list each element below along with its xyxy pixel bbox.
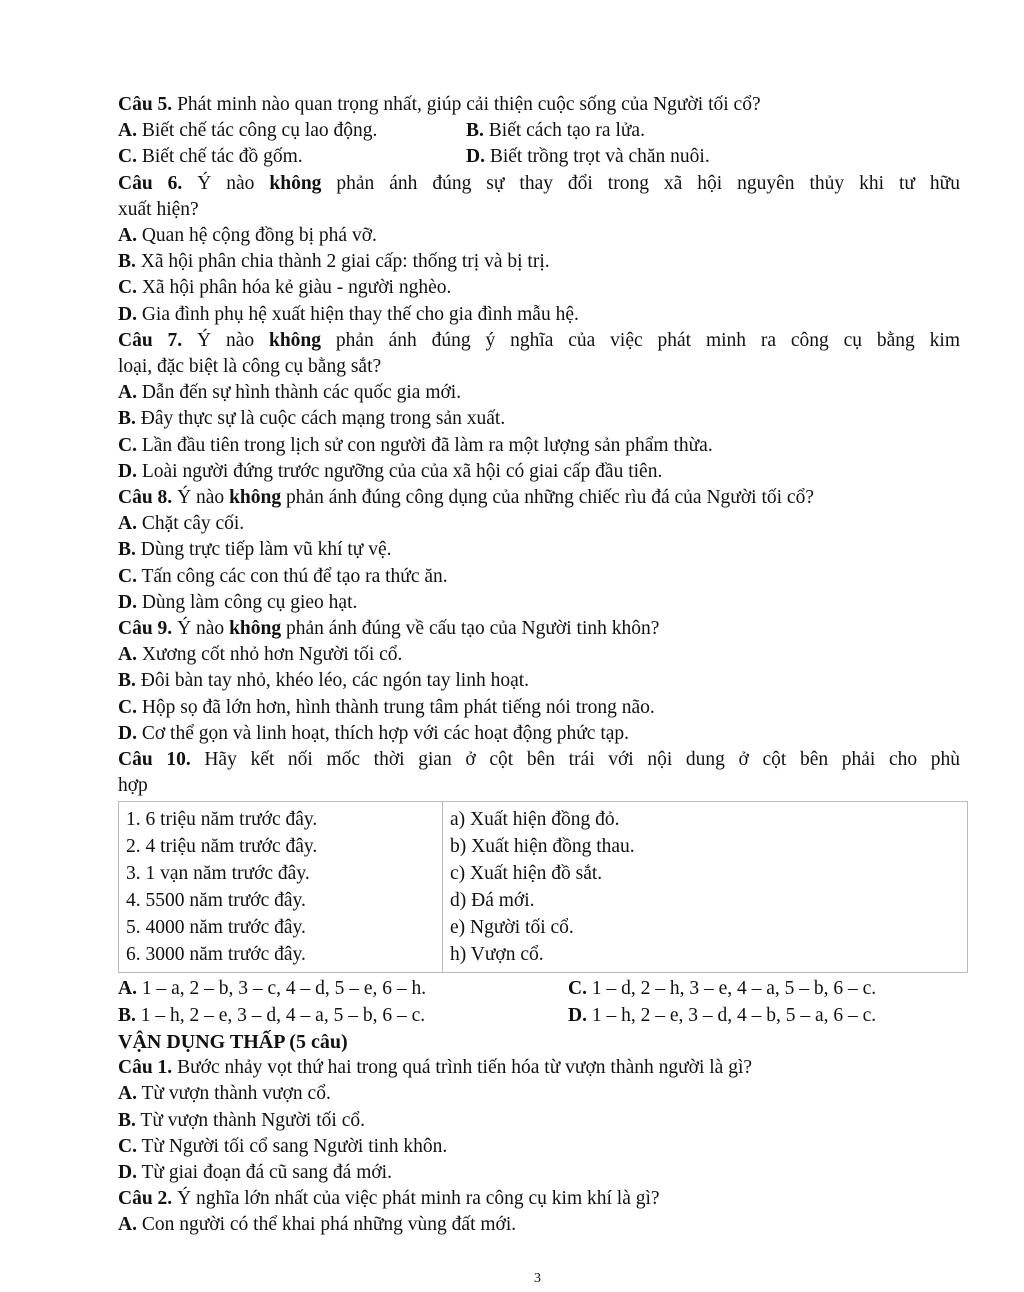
q10-options-row-2 bbox=[118, 1003, 960, 1029]
table-cell-left: 1. 6 triệu năm trước đây. bbox=[119, 802, 443, 834]
question-5 bbox=[118, 92, 960, 118]
option-d: Biết trồng trọt và chăn nuôi. bbox=[484, 146, 710, 168]
q8-option-d bbox=[118, 590, 960, 616]
question-9 bbox=[118, 616, 960, 642]
table-row bbox=[119, 802, 968, 834]
s1-option-a bbox=[118, 1081, 960, 1107]
question-text: Phát minh nào quan trọng nhất, giúp cải thiện cuộc sống của Người tối cổ? bbox=[172, 94, 761, 115]
table-cell-right: c) Xuất hiện đồ sắt. bbox=[443, 860, 968, 887]
option-text: Đôi bàn tay nhỏ, khéo léo, các ngón tay linh hoạt. bbox=[135, 670, 530, 692]
q9-option-d bbox=[118, 721, 960, 747]
section-heading: VẬN DỤNG THẤP (5 câu) bbox=[118, 1030, 348, 1053]
question-8 bbox=[118, 485, 960, 511]
question-6 bbox=[118, 171, 960, 197]
question-emphasis: không bbox=[269, 172, 322, 194]
question-label: Câu 10. bbox=[118, 749, 191, 771]
table-cell-right: d) Đá mới. bbox=[443, 887, 968, 914]
option-text: Từ giai đoạn đá cũ sang đá mới. bbox=[136, 1161, 392, 1183]
option-label: A. bbox=[118, 978, 137, 1000]
option-label: A. bbox=[118, 120, 137, 142]
option-text: Quan hệ cộng đồng bị phá vỡ. bbox=[136, 225, 377, 247]
question-label: Câu 5. bbox=[118, 94, 173, 115]
option-text: Cơ thể gọn và linh hoạt, thích hợp với các hoạt động phức tạp. bbox=[136, 722, 630, 744]
option-text: Từ vượn thành vượn cổ. bbox=[136, 1083, 331, 1105]
page-number: 3 bbox=[534, 1271, 541, 1286]
section-question-2 bbox=[118, 1186, 960, 1212]
option-label: A. bbox=[118, 1083, 137, 1105]
question-6-continued: xuất hiện? bbox=[118, 198, 199, 220]
question-label: Câu 6. bbox=[118, 172, 183, 194]
q7-option-a bbox=[118, 380, 960, 406]
option-b: Biết cách tạo ra lửa. bbox=[483, 120, 645, 142]
option-label: B. bbox=[118, 1109, 136, 1131]
table-cell-right: e) Người tối cổ. bbox=[443, 914, 968, 941]
table-cell-right: b) Xuất hiện đồng thau. bbox=[443, 833, 968, 860]
option-label: C. bbox=[118, 434, 137, 456]
q9-option-b bbox=[118, 668, 960, 694]
question-10 bbox=[118, 747, 960, 773]
q6-option-c bbox=[118, 275, 960, 301]
q8-option-a bbox=[118, 511, 960, 537]
option-label: C. bbox=[118, 1135, 137, 1157]
option-label: B. bbox=[118, 408, 136, 430]
option-b: 1 – h, 2 – e, 3 – d, 4 – a, 5 – b, 6 – c. bbox=[135, 1004, 426, 1026]
table-cell-left: 6. 3000 năm trước đây. bbox=[119, 941, 443, 973]
q6-option-a bbox=[118, 223, 960, 249]
question-emphasis: không bbox=[268, 329, 322, 351]
question-7 bbox=[118, 328, 960, 354]
table-row bbox=[119, 833, 968, 860]
option-text: Xương cốt nhỏ hơn Người tối cổ. bbox=[136, 644, 403, 666]
s1-option-b bbox=[118, 1108, 960, 1134]
question-7-continued: loại, đặc biệt là công cụ bằng sắt? bbox=[118, 356, 382, 378]
question-text-post: phản ánh đúng về cấu tạo của Người tinh khôn? bbox=[281, 618, 660, 640]
table-cell-right: a) Xuất hiện đồng đỏ. bbox=[443, 802, 968, 834]
s2-option-a bbox=[118, 1212, 960, 1238]
option-c: Biết chế tác đồ gốm. bbox=[136, 146, 303, 168]
question-10-continued: hợp bbox=[118, 775, 148, 797]
question-label: Câu 7. bbox=[118, 329, 183, 351]
option-text: Xã hội phân hóa kẻ giàu - người nghèo. bbox=[136, 277, 452, 299]
q9-option-c bbox=[118, 695, 960, 721]
question-emphasis: không bbox=[229, 618, 282, 640]
q7-option-c bbox=[118, 433, 960, 459]
option-text: Gia đình phụ hệ xuất hiện thay thế cho gia đình mẫu hệ. bbox=[136, 303, 579, 325]
option-text: Xã hội phân chia thành 2 giai cấp: thống trị và bị trị. bbox=[135, 251, 550, 273]
option-label: D. bbox=[118, 460, 137, 482]
question-text: Hãy kết nối mốc thời gian ở cột bên trái với nội dung ở cột bên phải cho phù bbox=[190, 749, 960, 771]
option-label: D. bbox=[118, 1161, 137, 1183]
option-a: 1 – a, 2 – b, 3 – c, 4 – d, 5 – e, 6 – h. bbox=[136, 978, 427, 1000]
section-question-1 bbox=[118, 1055, 960, 1081]
option-label: C. bbox=[118, 565, 137, 587]
option-label: C. bbox=[118, 696, 137, 718]
option-label: B. bbox=[118, 670, 136, 692]
option-label: B. bbox=[118, 539, 136, 561]
q5-options-row-2 bbox=[118, 144, 960, 170]
table-cell-left: 2. 4 triệu năm trước đây. bbox=[119, 833, 443, 860]
question-text: Bước nhảy vọt thứ hai trong quá trình tiến hóa từ vượn thành người là gì? bbox=[172, 1057, 753, 1079]
option-text: Dẫn đến sự hình thành các quốc gia mới. bbox=[136, 382, 462, 404]
s1-option-c bbox=[118, 1134, 960, 1160]
question-text-pre: Ý nào bbox=[182, 172, 270, 194]
option-label: A. bbox=[118, 382, 137, 404]
option-label: B. bbox=[118, 1004, 136, 1026]
option-text: Hộp sọ đã lớn hơn, hình thành trung tâm phát tiếng nói trong não. bbox=[136, 696, 655, 718]
option-label: A. bbox=[118, 1214, 137, 1236]
option-label: C. bbox=[118, 146, 137, 168]
s1-option-d bbox=[118, 1160, 960, 1186]
option-text: Đây thực sự là cuộc cách mạng trong sản xuất. bbox=[135, 408, 506, 430]
option-c: 1 – d, 2 – h, 3 – e, 4 – a, 5 – b, 6 – c. bbox=[586, 978, 877, 1000]
question-text-pre: Ý nào bbox=[182, 329, 269, 351]
question-text-post: phản ánh đúng ý nghĩa của việc phát minh ra công cụ bằng kim bbox=[321, 329, 960, 351]
q7-option-b bbox=[118, 406, 960, 432]
option-label: D. bbox=[568, 1004, 587, 1026]
option-label: D. bbox=[118, 591, 137, 613]
q6-option-d bbox=[118, 302, 960, 328]
option-text: Chặt cây cối. bbox=[136, 513, 245, 535]
option-text: Dùng trực tiếp làm vũ khí tự vệ. bbox=[135, 539, 392, 561]
option-text: Từ Người tối cổ sang Người tinh khôn. bbox=[136, 1135, 448, 1157]
question-label: Câu 9. bbox=[118, 618, 173, 640]
option-text: Tấn công các con thú để tạo ra thức ăn. bbox=[136, 565, 448, 587]
q10-options-row-1 bbox=[118, 976, 960, 1002]
table-cell-right: h) Vượn cổ. bbox=[443, 941, 968, 973]
question-emphasis: không bbox=[229, 487, 282, 509]
table-cell-left: 3. 1 vạn năm trước đây. bbox=[119, 860, 443, 887]
table-row bbox=[119, 860, 968, 887]
question-label: Câu 1. bbox=[118, 1057, 173, 1079]
question-text: Ý nghĩa lớn nhất của việc phát minh ra công cụ kim khí là gì? bbox=[172, 1188, 660, 1210]
option-label: D. bbox=[118, 303, 137, 325]
q9-option-a bbox=[118, 642, 960, 668]
table-row bbox=[119, 887, 968, 914]
question-label: Câu 2. bbox=[118, 1188, 173, 1210]
q5-options-row-1 bbox=[118, 118, 960, 144]
question-text-post: phản ánh đúng công dụng của những chiếc rìu đá của Người tối cổ? bbox=[281, 487, 814, 509]
q8-option-b bbox=[118, 537, 960, 563]
q6-option-b bbox=[118, 249, 960, 275]
table-row bbox=[119, 941, 968, 973]
matching-table bbox=[118, 801, 968, 973]
option-label: D. bbox=[466, 146, 485, 168]
table-cell-left: 5. 4000 năm trước đây. bbox=[119, 914, 443, 941]
option-text: Từ vượn thành Người tối cổ. bbox=[135, 1109, 365, 1131]
question-text-pre: Ý nào bbox=[172, 487, 230, 509]
option-label: C. bbox=[568, 978, 587, 1000]
option-label: B. bbox=[118, 251, 136, 273]
table-cell-left: 4. 5500 năm trước đây. bbox=[119, 887, 443, 914]
q8-option-c bbox=[118, 564, 960, 590]
table-row bbox=[119, 914, 968, 941]
option-label: A. bbox=[118, 513, 137, 535]
option-text: Loài người đứng trước ngưỡng của của xã hội có giai cấp đầu tiên. bbox=[136, 460, 663, 482]
question-text-post: phản ánh đúng sự thay đổi trong xã hội nguyên thủy khi tư hữu bbox=[321, 172, 960, 194]
option-label: C. bbox=[118, 277, 137, 299]
document-page bbox=[118, 92, 960, 1239]
option-text: Con người có thể khai phá những vùng đất mới. bbox=[136, 1214, 517, 1236]
option-text: Lần đầu tiên trong lịch sử con người đã làm ra một lượng sản phẩm thừa. bbox=[136, 434, 713, 456]
option-d: 1 – h, 2 – e, 3 – d, 4 – b, 5 – a, 6 – c. bbox=[586, 1004, 877, 1026]
option-a: Biết chế tác công cụ lao động. bbox=[136, 120, 378, 142]
question-text-pre: Ý nào bbox=[172, 618, 230, 640]
option-label: A. bbox=[118, 225, 137, 247]
question-label: Câu 8. bbox=[118, 487, 173, 509]
q7-option-d bbox=[118, 459, 960, 485]
option-label: D. bbox=[118, 722, 137, 744]
option-text: Dùng làm công cụ gieo hạt. bbox=[136, 591, 358, 613]
option-label: B. bbox=[466, 120, 484, 142]
option-label: A. bbox=[118, 644, 137, 666]
